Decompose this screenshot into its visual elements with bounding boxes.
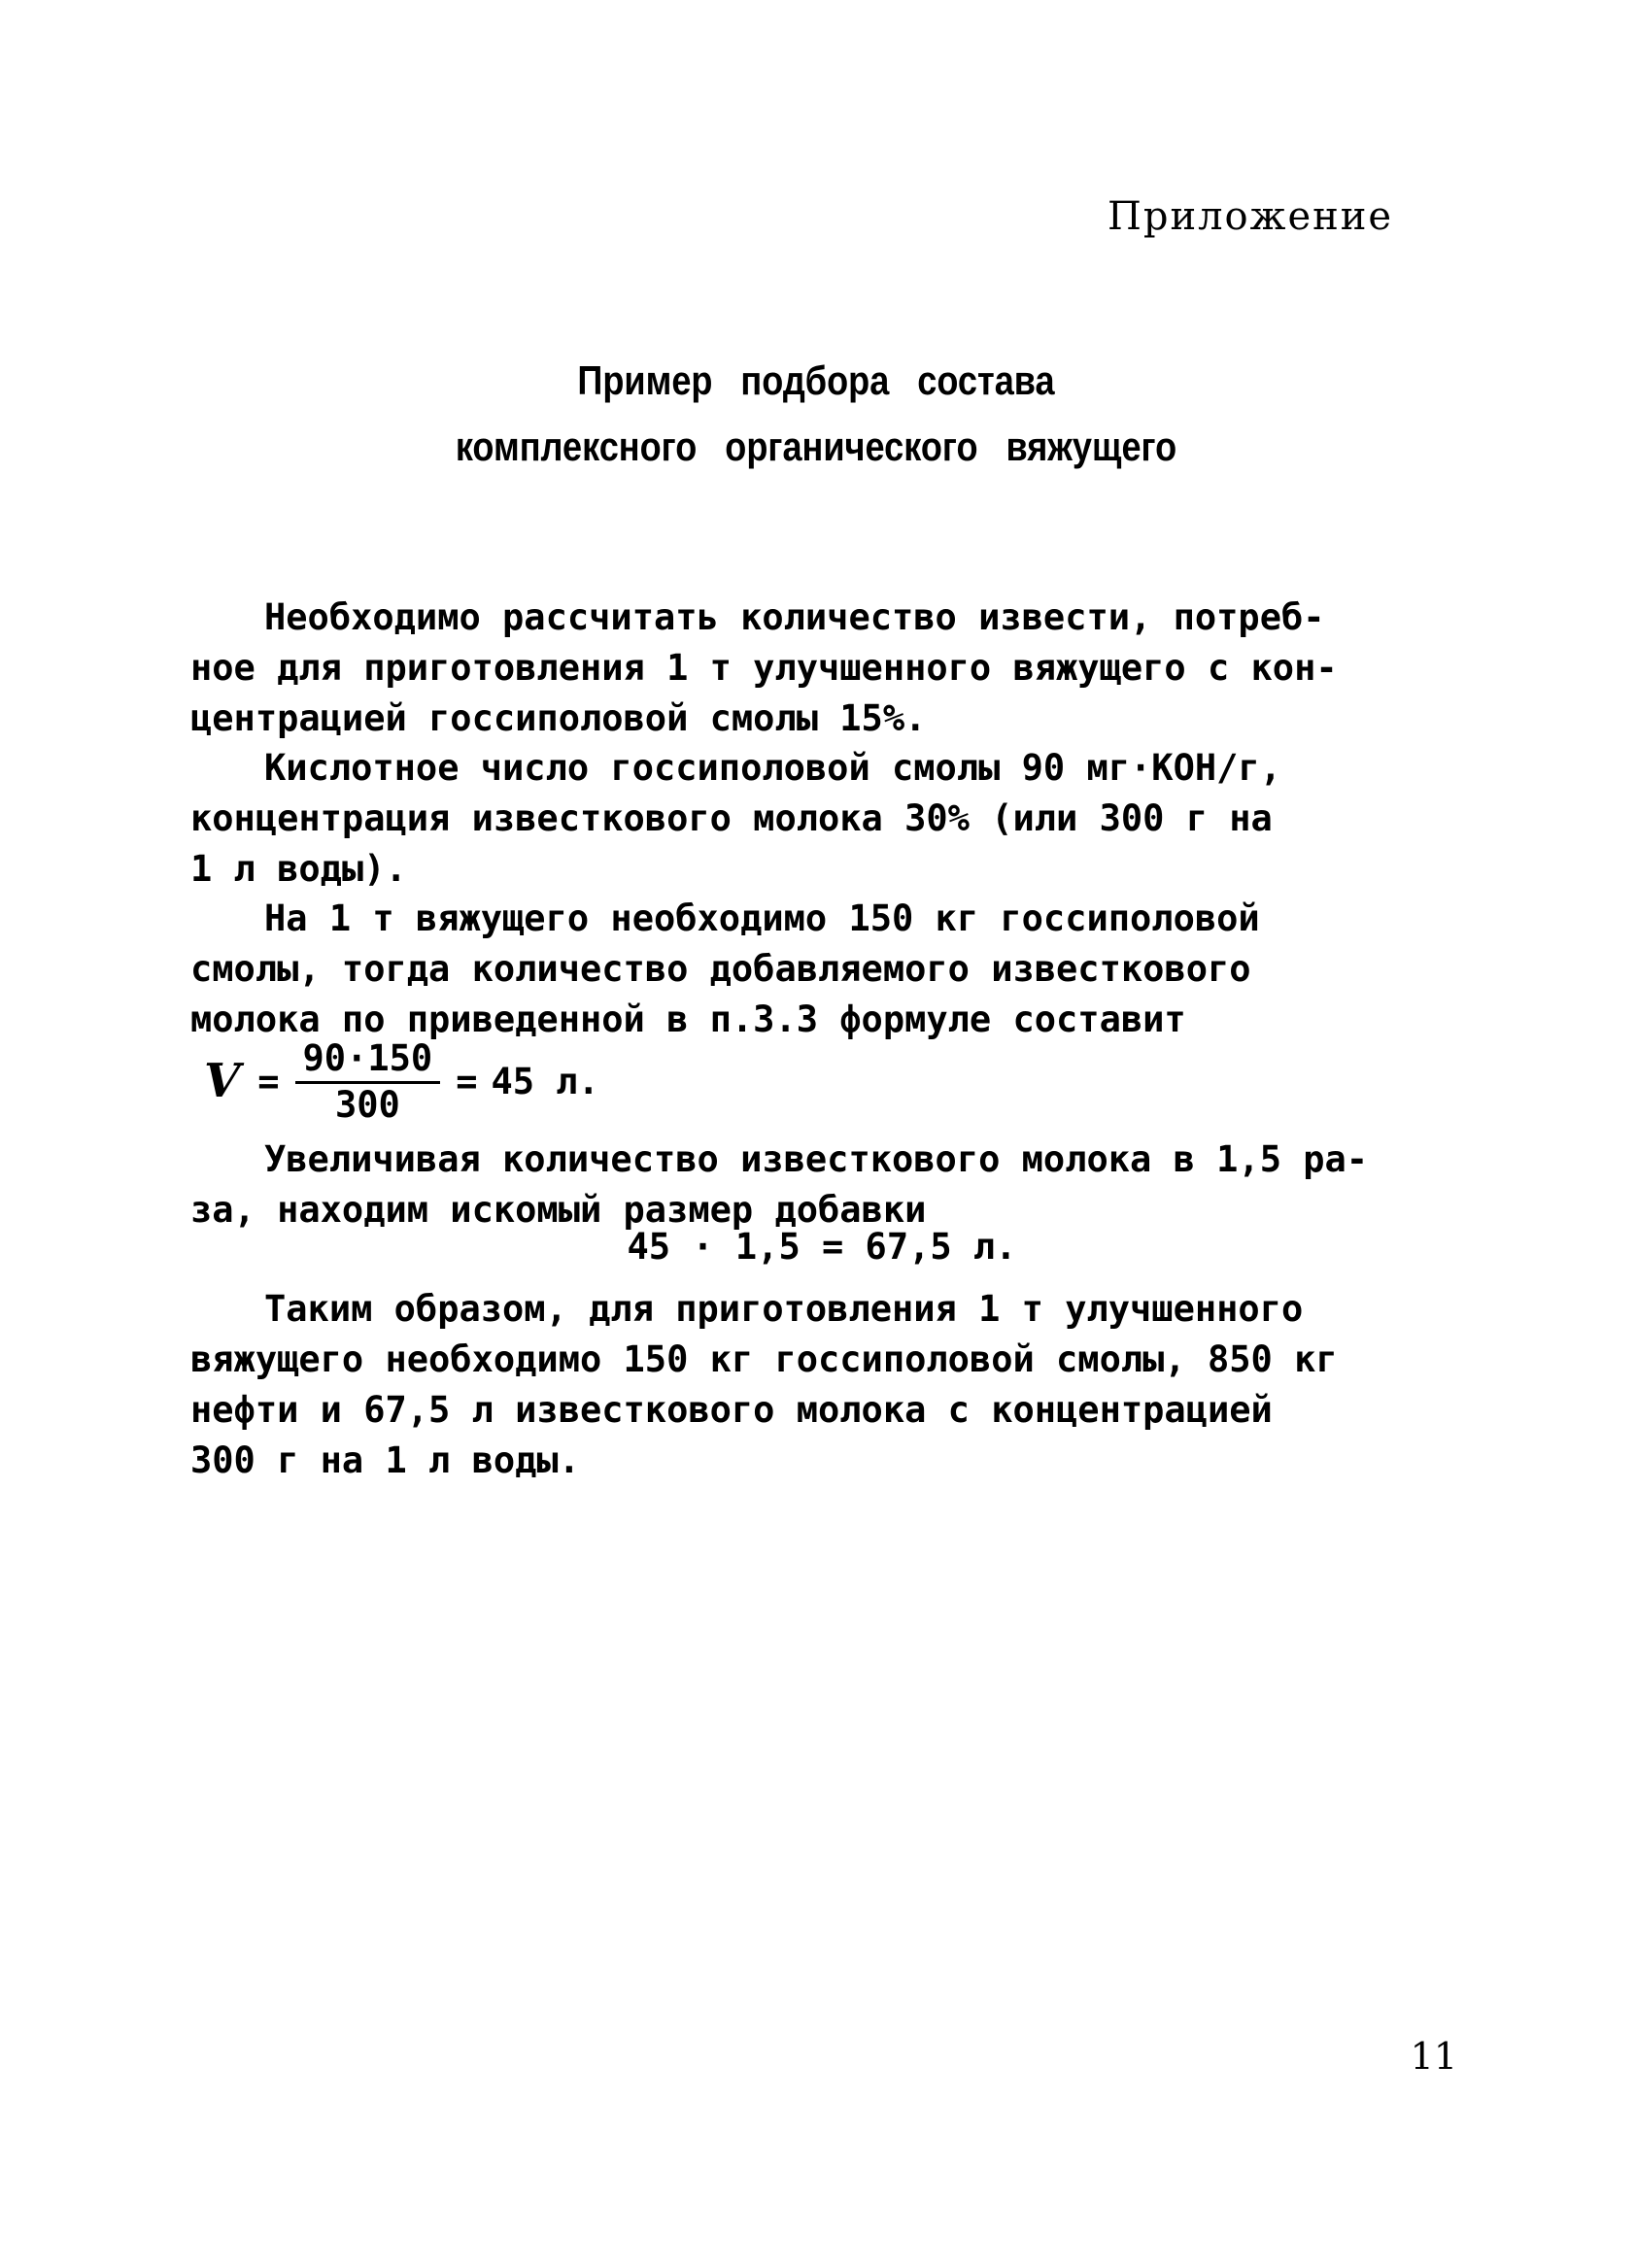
paragraph-1 [190,592,1453,744]
formula-numerator: 90·150 [295,1038,441,1084]
paragraph-5-line-1: Таким образом, для приготовления 1 т улучшенного [264,1288,1304,1330]
paragraph-1-line-1: Необходимо рассчитать количество извести, потреб- [264,596,1325,638]
paragraph-2 [190,743,1453,895]
paragraph-5-line-3: нефти и 67,5 л известкового молока с концентрацией [190,1389,1273,1431]
paragraph-2-line-1: Кислотное число госсиполовой смолы 90 мг·КОН/г, [264,747,1281,789]
formula [204,1032,599,1130]
paragraph-5-line-4: 300 г на 1 л воды. [190,1439,580,1481]
formula-variable: V [204,1054,241,1108]
formula-result: 45 л. [491,1060,599,1102]
paragraph-3 [190,894,1453,1045]
page-title-line-1: Пример подбора состава [577,357,1055,403]
paragraph-3-line-2: смолы, тогда количество добавляемого известкового [190,948,1251,990]
formula-equals: = [257,1060,280,1102]
equation-2: 45 · 1,5 = 67,5 л. [627,1226,1017,1268]
paragraph-1-line-3: центрацией госсиполовой смолы 15%. [190,697,927,739]
paragraph-5 [190,1284,1453,1486]
page-number: 11 [1410,2035,1457,2078]
appendix-label: Приложение [1108,194,1394,239]
page-title [331,348,1301,480]
paragraph-3-line-1: На 1 т вяжущего необходимо 150 кг госсиполовой [264,897,1260,939]
formula-equals-2: = [456,1060,478,1102]
paragraph-2-line-2: концентрация известкового молока 30% (или 300 г на [190,797,1273,839]
paragraph-1-line-2: ное для приготовления 1 т улучшенного вяжущего с кон- [190,647,1338,689]
formula-denominator: 300 [334,1083,400,1126]
paragraph-4 [190,1134,1453,1236]
formula-fraction [295,1038,441,1125]
paragraph-4-line-1: Увеличивая количество известкового молока в 1,5 ра- [264,1138,1369,1180]
paragraph-4-line-2: за, находим искомый размер добавки [190,1189,927,1231]
paragraph-3-line-3: молока по приведенной в п.3.3 формуле составит [190,999,1186,1040]
page-title-line-2: комплексного органического вяжущего [455,423,1177,469]
paragraph-5-line-2: вяжущего необходимо 150 кг госсиполовой смолы, 850 кг [190,1338,1338,1380]
paragraph-2-line-3: 1 л воды). [190,848,407,890]
